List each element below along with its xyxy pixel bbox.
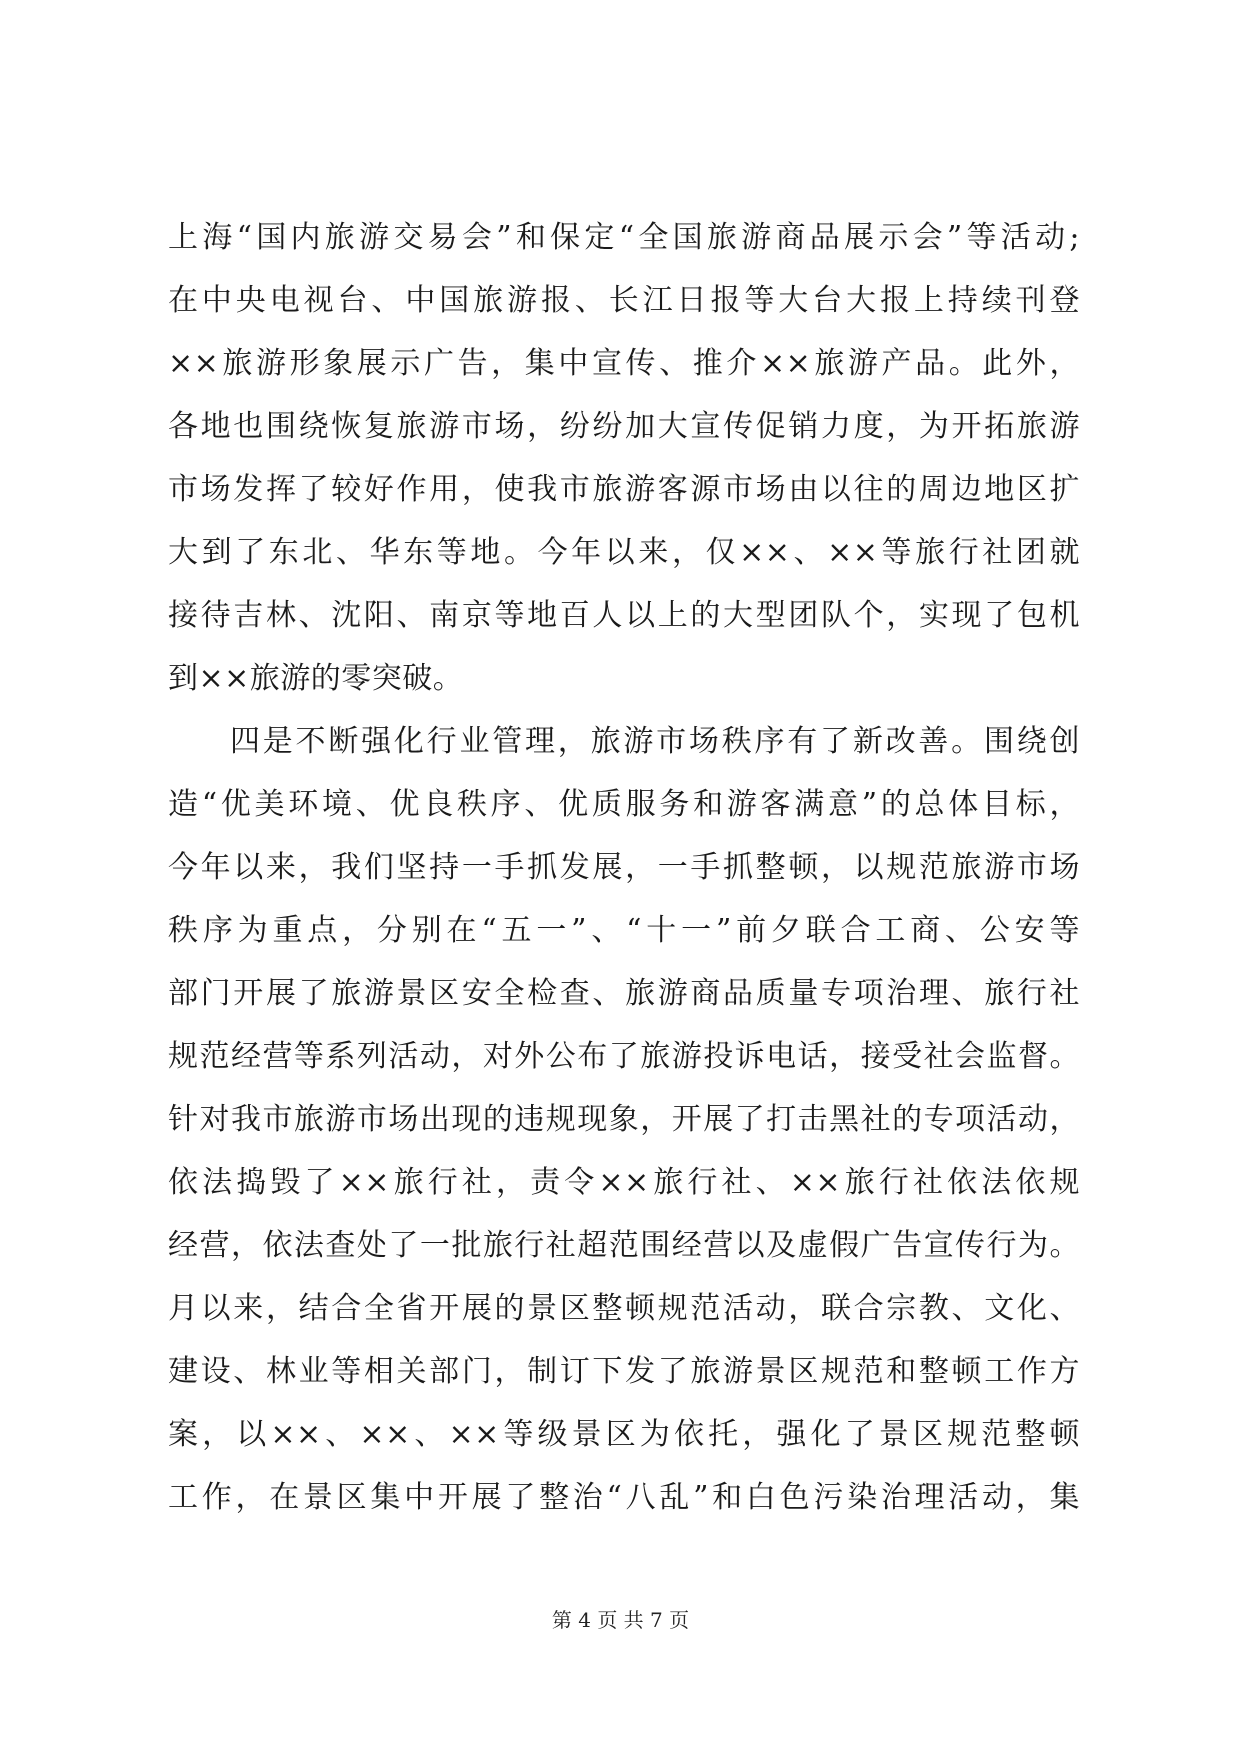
text-line: 秩序为重点，分别在“五一”、“十一”前夕联合工商、公安等: [168, 913, 1080, 948]
text-line: 规范经营等系列活动，对外公布了旅游投诉电话，接受社会监督。: [168, 1039, 1080, 1074]
text-line: 接待吉林、沈阳、南京等地百人以上的大型团队个，实现了包机: [168, 598, 1080, 633]
text-line: 月以来，结合全省开展的景区整顿规范活动，联合宗教、文化、: [168, 1291, 1080, 1326]
body-text: [168, 206, 1080, 1529]
text-line: 依法捣毁了××旅行社，责令××旅行社、××旅行社依法依规: [168, 1165, 1080, 1200]
text-line: 案，以××、××、××等级景区为依托，强化了景区规范整顿: [168, 1417, 1080, 1452]
text-line: 市场发挥了较好作用，使我市旅游客源市场由以往的周边地区扩: [168, 472, 1080, 507]
text-line: 今年以来，我们坚持一手抓发展，一手抓整顿，以规范旅游市场: [168, 850, 1080, 885]
text-line: 针对我市旅游市场出现的违规现象，开展了打击黑社的专项活动，: [168, 1102, 1080, 1137]
text-line: ××旅游形象展示广告，集中宣传、推介××旅游产品。此外，: [168, 346, 1080, 381]
text-line: 建设、林业等相关部门，制订下发了旅游景区规范和整顿工作方: [168, 1354, 1080, 1389]
text-line: 各地也围绕恢复旅游市场，纷纷加大宣传促销力度，为开拓旅游: [168, 409, 1080, 444]
text-line: 到××旅游的零突破。: [168, 661, 464, 696]
text-line: 造“优美环境、优良秩序、优质服务和游客满意”的总体目标，: [168, 787, 1080, 822]
text-line: 在中央电视台、中国旅游报、长江日报等大台大报上持续刊登: [168, 283, 1080, 318]
text-line: 经营，依法查处了一批旅行社超范围经营以及虚假广告宣传行为。: [168, 1228, 1080, 1263]
text-line: 工作，在景区集中开展了整治“八乱”和白色污染治理活动，集: [168, 1480, 1080, 1515]
text-line: 大到了东北、华东等地。今年以来，仅××、××等旅行社团就: [168, 535, 1080, 570]
text-line: 上海“国内旅游交易会”和保定“全国旅游商品展示会”等活动;: [168, 220, 1080, 255]
paragraph-first-line: 四是不断强化行业管理，旅游市场秩序有了新改善。围绕创: [230, 724, 1080, 759]
page-number-footer: 第 4 页 共 7 页: [551, 1608, 690, 1632]
text-line: 部门开展了旅游景区安全检查、旅游商品质量专项治理、旅行社: [168, 976, 1080, 1011]
